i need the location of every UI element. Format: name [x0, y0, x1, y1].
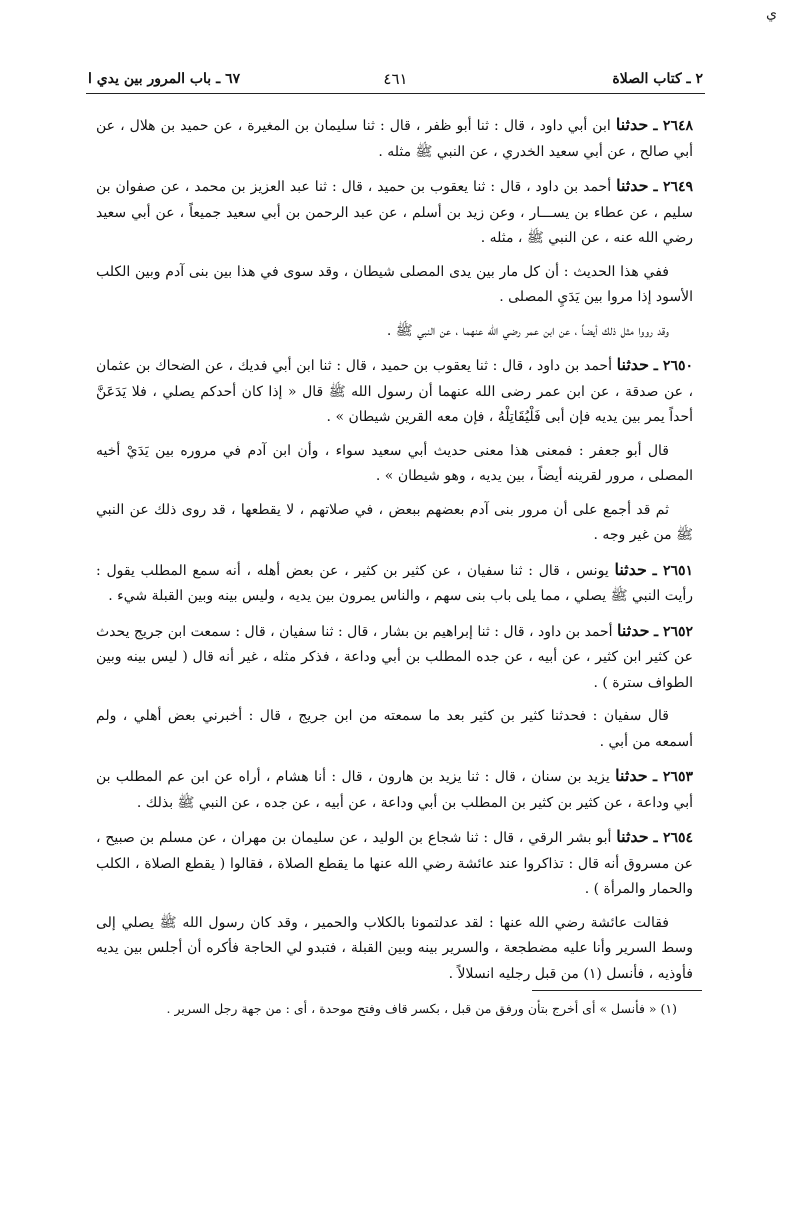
haddathana-word: حدثنا: [616, 176, 649, 195]
footnote-rule: [532, 990, 702, 991]
haddathana-word: حدثنا: [617, 620, 650, 640]
paragraph-text: قال أبو جعفر : فمعنى هذا معنى حديث أبي سعيد سواء ، وأن ابن آدم في مروره بين يَدَيْ أخيه المصلى ، مرور لقرينه أيضاً ، بين يديه ، وهو شيطان » .: [96, 442, 693, 484]
footnote: (١) « فأنسل » أى أخرج بتأن ورفق من قبل ، بكسر قاف وفتح موحدة ، أى : من جهة رجل السرير .: [166, 1001, 677, 1016]
commentary-paragraph: [96, 704, 693, 755]
hadith-number: ٢٦٥٢ ـ: [653, 623, 694, 640]
hadith-paragraph: [96, 557, 693, 610]
haddathana-word: حدثنا: [614, 559, 647, 579]
commentary-paragraph: [96, 911, 693, 988]
commentary-paragraph: [96, 319, 693, 345]
paragraph-text: أبو بشر الرقي ، قال : ثنا شجاع بن الوليد ، عن سليمان بن مهران ، عن مسلم بن صبيح ، عن مسروق أنه قال : تذاكروا عند عائشة رضي الله عنها ما يقطع الصلاة ، فقالوا ( يقطع الصلاة ، الكلب والحمار والمرأة ) .: [96, 830, 693, 897]
hadith-number: ٢٦٤٨ ـ: [653, 118, 693, 134]
commentary-paragraph: [96, 498, 693, 549]
haddathana-word: حدثنا: [615, 766, 648, 785]
hadith-paragraph: [96, 173, 693, 252]
hadith-number: ٢٦٥٤ ـ: [653, 830, 694, 846]
haddathana-word: حدثنا: [616, 355, 650, 374]
running-header: [88, 66, 703, 92]
hadith-paragraph: [96, 824, 693, 903]
book-title: ٢ ـ كتاب الصلاة: [612, 71, 703, 87]
commentary-paragraph: [96, 260, 693, 311]
hadith-number: ٢٦٤٩ ـ: [653, 179, 694, 195]
hadith-number: ٢٦٥١ ـ: [652, 562, 694, 579]
paragraph-text: وقد رووا مثل ذلك أيضاً ، عن ابن عمر رضي الله عنهما ، عن النبي ﷺ .: [386, 322, 669, 339]
paragraph-text: قال سفيان : فحدثنا كثير بن كثير بعد ما سمعته من ابن جريج ، قال : أخبرني بعض أهلي ، ولم أسمعه من أبي .: [96, 708, 693, 750]
paragraph-text: يونس ، قال : ثنا سفيان ، عن كثير بن كثير ، عن بعض أهله ، أنه سمع المطلب يقول : رأيت النبي ﷺ يصلي ، مما يلى باب بنى سهم ، والناس يمرون بين يديه ، وليس بينه وبين القبلة شيء .: [96, 562, 693, 604]
header-rule: [86, 93, 705, 94]
hadith-number: ٢٦٥٠ ـ: [653, 358, 693, 374]
hadith-paragraph: [96, 352, 693, 431]
paragraph-text: أحمد بن داود ، قال : ثنا إبراهيم بن بشار ، قال : ثنا سفيان ، قال : سمعت ابن جريج يحدث عن كثير ابن كثير ، عن أبيه ، عن جده المطلب بن أبي وداعة ، فذكر مثله ، غير أنه قال ( ليس بينه وبين الطواف سترة ) .: [96, 623, 693, 691]
corner-mark: ي: [766, 6, 777, 22]
hadith-paragraph: [96, 618, 693, 697]
paragraph-text: ابن أبي داود ، قال : ثنا أبو ظفر ، قال : ثنا سليمان بن المغيرة ، عن حميد بن هلال ، عن أبي صالح ، عن أبي سعيد الخدري ، عن النبي ﷺ مثله .: [96, 118, 693, 160]
haddathana-word: حدثنا: [615, 115, 649, 134]
hadith-number: ٢٦٥٣ ـ: [653, 769, 693, 785]
commentary-paragraph: [96, 439, 693, 490]
paragraph-text: أحمد بن داود ، قال : ثنا يعقوب بن حميد ، قال : ثنا ابن أبي فديك ، عن الضحاك بن عثمان ، عن صدقة ، عن ابن عمر رضى الله عنهما أن رسول الله ﷺ قال « إذا كان أحدكم يصلي ، فلا يَدَعَنَّ أحداً يمر بين يديه فإن أبى فَلْيُقَاتِلْهُ ، فإن معه القرين شيطان » .: [96, 358, 693, 425]
paragraph-text: فقالت عائشة رضي الله عنها : لقد عدلتمونا بالكلاب والحمير ، وقد كان رسول الله ﷺ يصلي إلى وسط السرير وأنا عليه مضطجعة ، والسرير بينه وبين القبلة ، فتبدو لي الحاجة فأكره أن أجلس بين يديه فأوذيه ، فأنسل (١) من قبل رجليه انسلالاً .: [96, 914, 693, 982]
paragraph-text: ففي هذا الحديث : أن كل مار بين يدى المصلى شيطان ، وقد سوى في هذا بين بنى آدم وبين الكلب الأسود إذا مروا بين يَدَيِ المصلى .: [96, 263, 693, 305]
hadith-paragraph: [96, 112, 693, 165]
paragraph-text: ثم قد أجمع على أن مرور بنى آدم بعضهم ببعض ، في صلاتهم ، لا يقطعها ، قد روى ذلك عن النبي ﷺ من غير وجه .: [96, 501, 693, 543]
main-text: [96, 112, 693, 995]
page-number: ٤٦١: [383, 70, 408, 88]
haddathana-word: حدثنا: [616, 827, 649, 846]
paragraph-text: أحمد بن داود ، قال : ثنا يعقوب بن حميد ، قال : ثنا عبد العزيز بن محمد ، عن صفوان بن سليم ، عن عطاء بن يســـار ، وعن زيد بن أسلم ، عن عبد الرحمن بن أبي سعيد جميعاً ، عن أبي سعيد رضي الله عنه ، عن النبي ﷺ ، مثله .: [96, 179, 693, 246]
paragraph-text: يزيد بن سنان ، قال : ثنا يزيد بن هارون ، قال : أنا هشام ، أراه عن ابن عم المطلب بن أبي وداعة ، عن كثير بن كثير بن المطلب بن أبي وداعة ، عن أبيه ، عن جده ، عن النبي ﷺ بذلك .: [96, 769, 693, 811]
hadith-paragraph: [96, 763, 693, 816]
chapter-title: ٦٧ ـ باب المرور بين يدي ا: [88, 71, 241, 87]
